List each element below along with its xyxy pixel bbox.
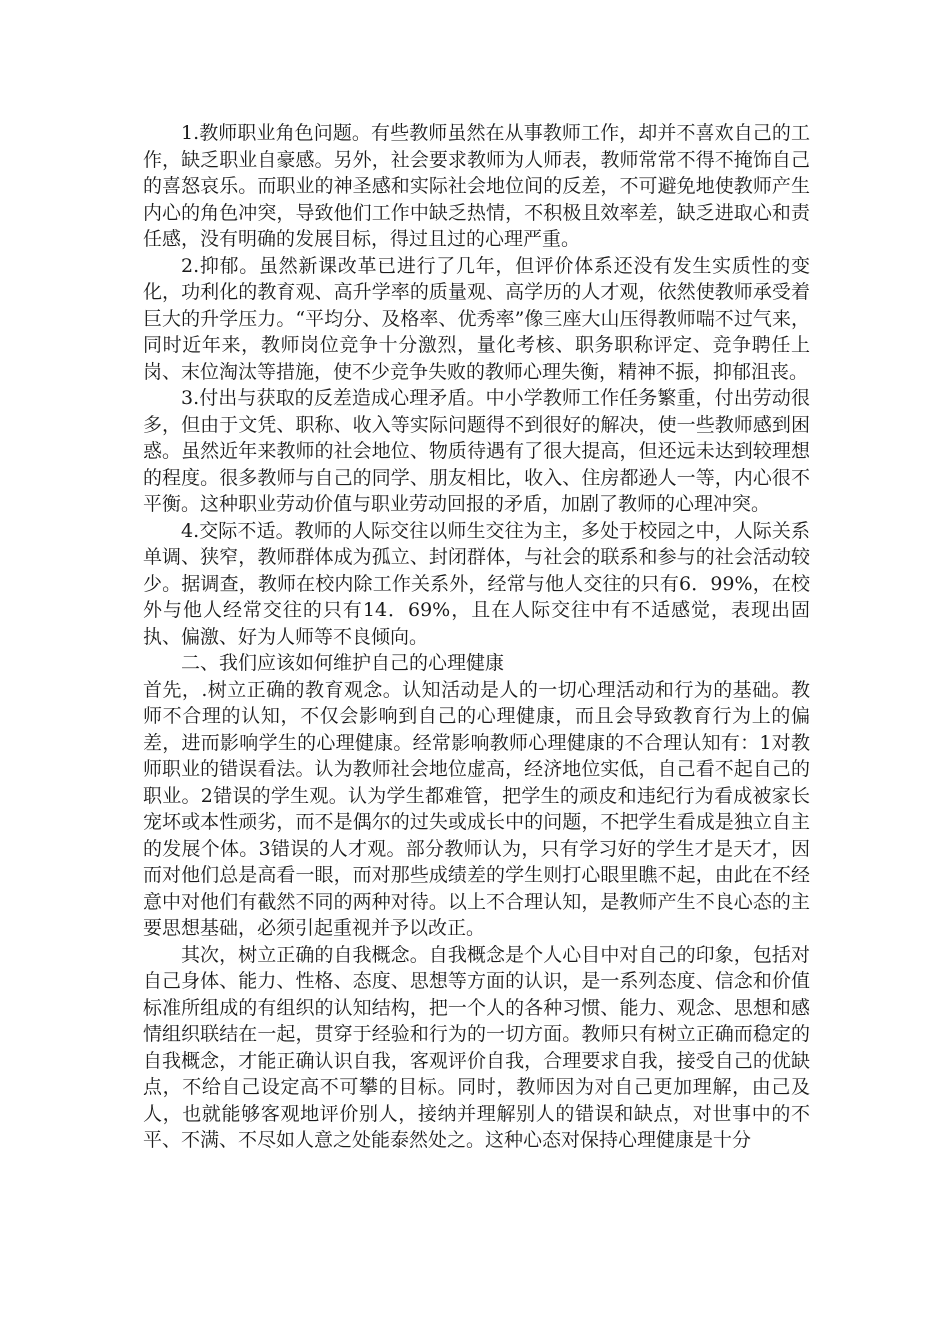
paragraph-effort-reward: 3.付出与获取的反差造成心理矛盾。中小学教师工作任务繁重，付出劳动很多，但由于文凭、职称、收入等实际问题得不到很好的解决，使一些教师感到困惑。虽然近年来教师的社会地位、物质待遇有了很大提高，但还远未达到较理想的程度。很多教师与自己的同学、朋友相比，收入、住房都逊人一等，内心很不平衡。这种职业劳动价值与职业劳动回报的矛盾，加剧了教师的心理冲突。 [143, 387, 810, 515]
paragraph-social-maladjustment: 4.交际不适。教师的人际交往以师生交往为主，多处于校园之中，人际关系单调、狭窄，教师群体成为孤立、封闭群体，与社会的联系和参与的社会活动较少。据调查，教师在校内除工作关系外，经常与他人交往的只有6．99%，在校外与他人经常交往的只有14．69%，且在人际交往中有不适感觉，表现出固执、偏激、好为人师等不良倾向。 [143, 519, 810, 648]
paragraph-self-concept: 其次，树立正确的自我概念。自我概念是个人心目中对自己的印象，包括对自己身体、能力、性格、态度、思想等方面的认识，是一系列态度、信念和价值标准所组成的有组织的认知结构，把一个人的各种习惯、能力、观念、思想和感情组织联结在一起，贯穿于经验和行为的一切方面。教师只有树立正确而稳定的自我概念，才能正确认识自我，客观评价自我，合理要求自我，接受自己的优缺点，不给自己设定高不可攀的目标。同时，教师因为对自己更加理解，由己及人，也就能够客观地评价别人，接纳并理解别人的错误和缺点，对世事中的不平、不满、不尽如人意之处能泰然处之。这种心态对保持心理健康是十分 [143, 943, 810, 1151]
paragraph-role-conflict: 1.教师职业角色问题。有些教师虽然在从事教师工作，却并不喜欢自己的工作，缺乏职业自豪感。另外，社会要求教师为人师表，教师常常不得不掩饰自己的喜怒哀乐。而职业的神圣感和实际社会地位间的反差，不可避免地使教师产生内心的角色冲突，导致他们工作中缺乏热情，不积极且效率差，缺乏进取心和责任感，没有明确的发展目标，得过且过的心理严重。 [143, 122, 810, 250]
paragraph-education-concept: 首先，.树立正确的教育观念。认知活动是人的一切心理活动和行为的基础。教师不合理的认知，不仅会影响到自己的心理健康，而且会导致教育行为上的偏差，进而影响学生的心理健康。经常影响教师心理健康的不合理认知有：1对教师职业的错误看法。认为教师社会地位虚高，经济地位实低，自己看不起自己的职业。2错误的学生观。认为学生都难管，把学生的顽皮和违纪行为看成被家长宠坏或本性顽劣，而不是偶尔的过失或成长中的问题，不把学生看成是独立自主的发展个体。3错误的人才观。部分教师认为，只有学习好的学生才是天才，因而对他们总是高看一眼，而对那些成绩差的学生则打心眼里瞧不起，由此在不经意中对他们有截然不同的两种对待。以上不合理认知，是教师产生不良心态的主要思想基础，必须引起重视并予以改正。 [143, 678, 810, 939]
document-page [143, 120, 810, 1154]
paragraph-depression: 2.抑郁。虽然新课改革已进行了几年，但评价体系还没有发生实质性的变化，功利化的教育观、高升学率的质量观、高学历的人才观，依然使教师承受着巨大的升学压力。“平均分、及格率、优秀率”像三座大山压得教师喘不过气来，同时近年来，教师岗位竞争十分激烈，量化考核、职务职称评定、竞争聘任上岗、末位淘汰等措施，使不少竞争失败的教师心理失衡，精神不振，抑郁沮丧。 [143, 254, 810, 383]
section-heading: 二、我们应该如何维护自己的心理健康 [181, 652, 505, 674]
